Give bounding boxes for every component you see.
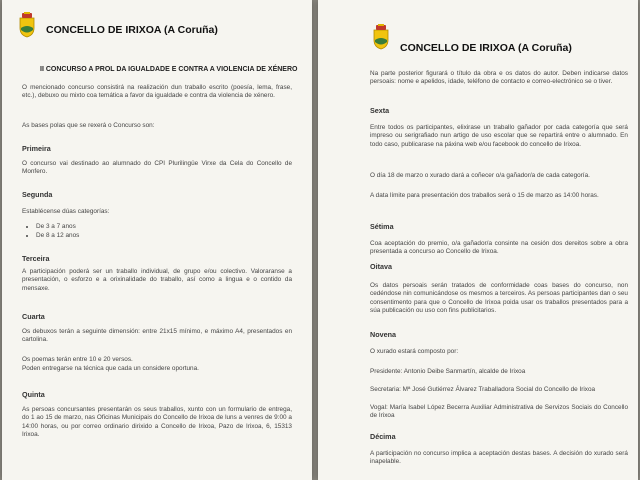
bases-intro: As bases polas que se rexerá o Concurso son:	[22, 122, 155, 129]
top-paragraph: Na parte posterior figurará o título da obra e os datos do autor. Deben indicarse datos persoais: nome e apelidos, idade, teléfono de contacto e correo-electrónico se o tiver.	[370, 70, 628, 86]
oitava-paragraph: Os datos persoais serán tratados de conformidade coas bases do concurso, non cedéndose nin comunicándose os mesmos a terceiros. As persoas participantes dan o seu consentimento para que o Concello de Irixoa poida usar os traballos presentados para a súa publicación ou uso con fins publicitarios.	[370, 282, 628, 315]
sexta-paragraph-1: Entre todos os participantes, elixirase un traballo gañador por cada categoría que será impreso ou serigrafiado nun artigo de uso escolar que se repartirá entre o alumnado. En todo caso, publicarase na páxina web e/ou facebook do concello de Irixoa.	[370, 124, 628, 148]
section-heading-oitava: Oitava	[370, 262, 392, 271]
jury-president: Presidente: Antonio Deibe Sanmartín, alcalde de Irixoa	[370, 368, 526, 375]
section-heading-terceira: Terceira	[22, 254, 50, 263]
quinta-paragraph: As persoas concursantes presentarán os seus traballos, xunto con un formulario de entrega, do 1 ao 15 de marzo, nas Oficinas Municipais do Concello de Irixoa de luns a venres de 9:00 a 14:00 horas, ou por correo ordinario dirixido a Concello de Irixoa, Pazo de Irixoa, 6, 15313 Irixoa.	[22, 406, 292, 439]
sexta-paragraph-2: O día 18 de marzo o xurado dará a coñecer o/a gañador/a de cada categoría.	[370, 172, 590, 179]
novena-paragraph: O xurado estará composto por:	[370, 348, 459, 355]
cuarta-paragraph-3: Poden entregarse na técnica que cada un considere oportuna.	[22, 365, 199, 372]
section-heading-sexta: Sexta	[370, 106, 390, 115]
header-title: CONCELLO DE IRIXOA (A Coruña)	[400, 42, 572, 54]
section-heading-quinta: Quinta	[22, 390, 45, 399]
decima-paragraph: A participación no concurso implica a aceptación destas bases. A decisión do xurado será inapelable.	[370, 450, 628, 466]
section-heading-setima: Sétima	[370, 222, 394, 231]
section-heading-novena: Novena	[370, 330, 396, 339]
contest-title: II CONCURSO A PROL DA IGUALDADE E CONTRA A VIOLENCIA DE XÉNERO	[40, 66, 298, 73]
coat-of-arms-icon	[370, 24, 392, 50]
terceira-paragraph: A participación poderá ser un traballo individual, de grupo e/ou colectivo. Valoraranse a presentación, o esforzo e a orixinalidade do traballo, así como a lingua e o contido da mensaxe.	[22, 268, 292, 292]
sexta-paragraph-3: A data límite para presentación dos traballos será o 15 de marzo as 14:00 horas.	[370, 192, 599, 199]
section-heading-decima: Décima	[370, 432, 396, 441]
right-document-page	[318, 0, 638, 480]
cuarta-paragraph-2: Os poemas terán entre 10 e 20 versos.	[22, 356, 133, 363]
category-list	[24, 222, 79, 240]
left-document-page	[2, 0, 312, 480]
cuarta-paragraph-1: Os debuxos terán a seguinte dimensión: entre 21x15 mínimo, e máximo A4, presentados en cartolina.	[22, 328, 292, 344]
jury-member: Vogal: María Isabel López Becerra Auxiliar Administrativa de Servizos Sociais do Concello de Irixoa	[370, 404, 628, 420]
jury-secretary: Secretaria: Mª José Gutiérrez Álvarez Traballadora Social do Concello de Irixoa	[370, 386, 596, 393]
header-title: CONCELLO DE IRIXOA (A Coruña)	[46, 24, 218, 36]
intro-paragraph: O mencionado concurso consistirá na realización dun traballo escrito (poesía, lema, frase, etc.), debuxo ou mixto coa temática a favor da igualdade e contra da violencia de xénero.	[22, 84, 292, 100]
list-item: • De 3 a 7 anos	[36, 222, 79, 231]
list-item: • De 8 a 12 anos	[36, 231, 79, 240]
primeira-paragraph: O concurso vai destinado ao alumnado do CPI Plurilingüe Virxe da Cela do Concello de Monfero.	[22, 160, 292, 176]
segunda-paragraph: Establécense dúas categorías:	[22, 208, 110, 215]
section-heading-primeira: Primeira	[22, 144, 51, 153]
section-heading-segunda: Segunda	[22, 190, 53, 199]
setima-paragraph: Coa aceptación do premio, o/a gañador/a consinte na cesión dos dereitos sobre a obra presentada a concurso ao Concello de Irixoa.	[370, 240, 628, 256]
section-heading-cuarta: Cuarta	[22, 312, 45, 321]
coat-of-arms-icon	[16, 12, 38, 38]
